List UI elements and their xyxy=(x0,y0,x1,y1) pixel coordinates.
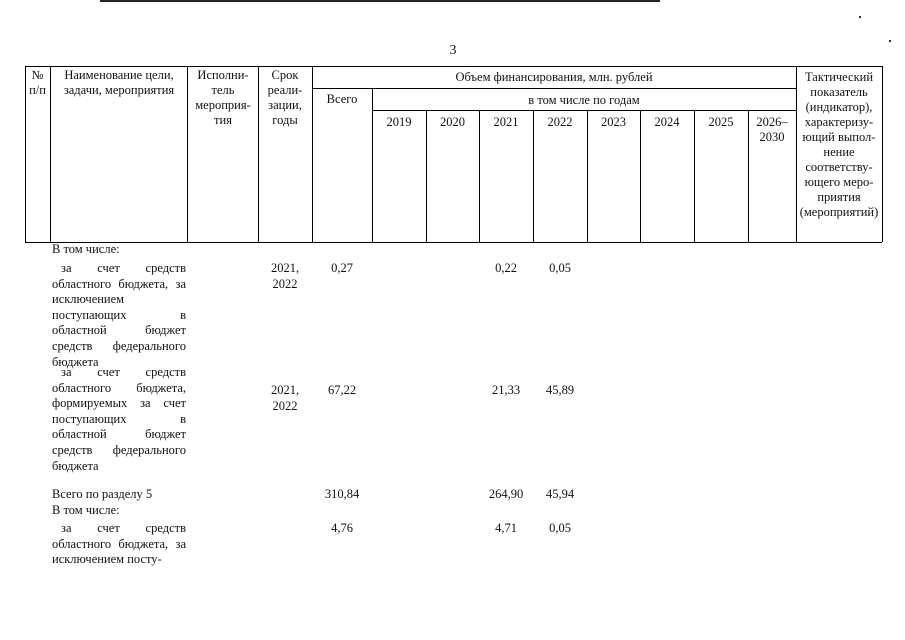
row-2021: 264,90 xyxy=(488,487,524,501)
header-year-2025: 2025 xyxy=(708,115,734,129)
header-col-volume: Объем финансирования, млн. рублей xyxy=(455,70,653,84)
header-col-executor: Исполни- тель мероприя- тия xyxy=(195,68,251,127)
row-2022: 0,05 xyxy=(549,521,571,535)
row-label: Всего по разделу 5 xyxy=(52,487,153,501)
row-2021: 21,33 xyxy=(491,383,521,397)
header-year-2021: 2021 xyxy=(493,115,519,129)
row-total: 4,76 xyxy=(331,521,353,535)
row-term: 2021, 2022 xyxy=(270,261,300,291)
row-2021: 4,71 xyxy=(495,521,517,535)
header-col-by-year: в том числе по годам xyxy=(528,93,640,107)
row-total: 0,27 xyxy=(331,261,353,275)
header-col-indicator: Тактический показатель (индикатор), характеризу- ющий выпол- нение соответству- ющего меро- приятия (мероприятий) xyxy=(799,70,879,219)
header-year-2026-2030: 2026– 2030 xyxy=(756,115,788,144)
header-col-name: Наименование цели, задачи, мероприятия xyxy=(63,68,175,97)
header-year-2020: 2020 xyxy=(440,115,465,129)
row-label: В том числе: xyxy=(52,503,120,517)
header-year-2019: 2019 xyxy=(386,115,412,129)
header-col-term: Срок реали- зации, годы xyxy=(267,68,303,127)
header-col-total: Всего xyxy=(326,92,358,106)
row-2022: 0,05 xyxy=(549,261,571,275)
header-year-2023: 2023 xyxy=(601,115,626,129)
row-2022: 45,89 xyxy=(545,383,575,397)
scan-speck xyxy=(889,40,891,42)
header-col-num: № п/п xyxy=(29,68,46,97)
row-total: 67,22 xyxy=(327,383,357,397)
row-label: за счет средств областного бюджета, за исключением поступающих в областной бюджет средств федерального бюджета xyxy=(52,261,186,369)
row-label: за счет средств областного бюджета, формируемых за счет поступающих в областной бюджет средств федерального бюджета xyxy=(52,365,186,473)
row-term: 2021, 2022 xyxy=(270,383,300,413)
row-total: 310,84 xyxy=(324,487,360,501)
row-2022: 45,94 xyxy=(545,487,575,501)
row-2021: 0,22 xyxy=(495,261,517,275)
page-number: 3 xyxy=(449,43,457,58)
header-year-2022: 2022 xyxy=(547,115,573,129)
row-label: за счет средств областного бюджета, за исключением посту- xyxy=(52,521,186,567)
scan-speck xyxy=(859,16,861,18)
header-year-2024: 2024 xyxy=(654,115,680,129)
row-label: В том числе: xyxy=(52,242,120,256)
